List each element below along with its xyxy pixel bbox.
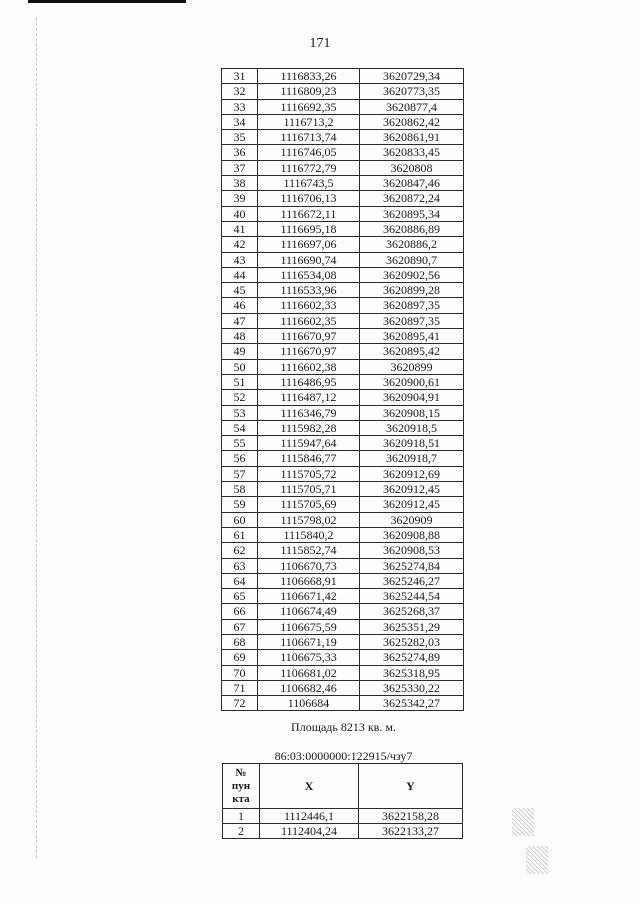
y-coordinate-cell: 3620886,89	[360, 221, 464, 236]
y-coordinate-cell: 3620861,91	[360, 130, 464, 145]
x-coordinate-cell: 1116602,38	[258, 359, 360, 374]
x-coordinate-cell: 1115705,72	[258, 466, 360, 481]
point-number-cell: 65	[222, 589, 258, 604]
y-coordinate-cell: 3620918,51	[360, 436, 464, 451]
point-number-cell: 34	[222, 114, 258, 129]
table-row	[222, 374, 464, 389]
point-number-cell: 32	[222, 84, 258, 99]
point-number-cell: 67	[222, 619, 258, 634]
y-coordinate-cell: 3620895,42	[360, 344, 464, 359]
point-number-cell: 40	[222, 206, 258, 221]
point-number-cell: 52	[222, 390, 258, 405]
scan-noise	[526, 846, 548, 874]
point-number-cell: 1	[223, 809, 260, 824]
point-number-cell: 63	[222, 558, 258, 573]
y-coordinate-cell: 3620918,7	[360, 451, 464, 466]
x-coordinate-cell: 1106670,73	[258, 558, 360, 573]
y-coordinate-cell: 3620886,2	[360, 237, 464, 252]
y-coordinate-cell: 3625274,89	[360, 650, 464, 665]
x-coordinate-cell: 1115705,71	[258, 482, 360, 497]
y-coordinate-cell: 3625318,95	[360, 665, 464, 680]
x-coordinate-cell: 1116833,26	[258, 69, 360, 84]
point-number-cell: 41	[222, 221, 258, 236]
y-coordinate-cell: 3620895,34	[360, 206, 464, 221]
y-coordinate-cell: 3620833,45	[360, 145, 464, 160]
x-coordinate-cell: 1112404,24	[260, 824, 359, 839]
point-number-cell: 45	[222, 283, 258, 298]
table-row	[222, 619, 464, 634]
x-coordinate-cell: 1116809,23	[258, 84, 360, 99]
x-coordinate-cell: 1106675,33	[258, 650, 360, 665]
table-row	[222, 527, 464, 542]
x-coordinate-cell: 1116695,18	[258, 221, 360, 236]
y-coordinate-cell: 3620808	[360, 160, 464, 175]
x-coordinate-cell: 1116743,5	[258, 176, 360, 191]
point-number-cell: 36	[222, 145, 258, 160]
y-coordinate-cell: 3620902,56	[360, 267, 464, 282]
table-row	[222, 482, 464, 497]
point-number-cell: 37	[222, 160, 258, 175]
point-number-cell: 33	[222, 99, 258, 114]
cadastral-number: 86:03:0000000:122915/чзу7	[274, 749, 413, 763]
y-coordinate-cell: 3625351,29	[360, 619, 464, 634]
y-coordinate-cell: 3620899,28	[360, 283, 464, 298]
point-number-cell: 54	[222, 420, 258, 435]
x-coordinate-cell: 1106675,59	[258, 619, 360, 634]
x-coordinate-cell: 1106674,49	[258, 604, 360, 619]
x-coordinate-cell: 1106682,46	[258, 680, 360, 695]
point-number-cell: 38	[222, 176, 258, 191]
point-number-cell: 51	[222, 374, 258, 389]
x-coordinate-cell: 1116672,11	[258, 206, 360, 221]
coordinates-table-2	[222, 763, 463, 839]
x-coordinate-cell: 1106671,42	[258, 589, 360, 604]
x-coordinate-cell: 1116534,08	[258, 267, 360, 282]
table-row	[222, 696, 464, 711]
y-coordinate-cell: 3620773,35	[360, 84, 464, 99]
x-coordinate-cell: 1116533,96	[258, 283, 360, 298]
table-row	[222, 390, 464, 405]
x-coordinate-cell: 1115846,77	[258, 451, 360, 466]
table-row	[222, 573, 464, 588]
point-number-cell: 31	[222, 69, 258, 84]
x-coordinate-cell: 1116670,97	[258, 344, 360, 359]
x-coordinate-cell: 1106681,02	[258, 665, 360, 680]
y-coordinate-cell: 3625246,27	[360, 573, 464, 588]
x-coordinate-cell: 1115982,28	[258, 420, 360, 435]
x-coordinate-cell: 1116486,95	[258, 374, 360, 389]
x-coordinate-cell: 1116713,74	[258, 130, 360, 145]
header-y: Y	[359, 764, 463, 809]
coordinates-table	[221, 68, 464, 711]
x-coordinate-cell: 1116713,2	[258, 114, 360, 129]
point-number-cell: 61	[222, 527, 258, 542]
table-row	[222, 543, 464, 558]
point-number-cell: 72	[222, 696, 258, 711]
y-coordinate-cell: 3625282,03	[360, 634, 464, 649]
x-coordinate-cell: 1106671,19	[258, 634, 360, 649]
point-number-cell: 57	[222, 466, 258, 481]
table-row	[222, 237, 464, 252]
table-row	[223, 824, 463, 839]
table-row	[222, 405, 464, 420]
table-row	[222, 359, 464, 374]
y-coordinate-cell: 3620895,41	[360, 329, 464, 344]
y-coordinate-cell: 3620847,46	[360, 176, 464, 191]
y-coordinate-cell: 3625330,22	[360, 680, 464, 695]
y-coordinate-cell: 3625342,27	[360, 696, 464, 711]
y-coordinate-cell: 3620904,91	[360, 390, 464, 405]
table-header-row	[223, 764, 463, 809]
table-row	[222, 329, 464, 344]
x-coordinate-cell: 1116602,33	[258, 298, 360, 313]
table-row	[222, 512, 464, 527]
table-row	[222, 589, 464, 604]
point-number-cell: 62	[222, 543, 258, 558]
table-row	[222, 650, 464, 665]
x-coordinate-cell: 1115798,02	[258, 512, 360, 527]
header-x: X	[260, 764, 359, 809]
x-coordinate-cell: 1116692,35	[258, 99, 360, 114]
table-row	[222, 466, 464, 481]
table-row	[222, 114, 464, 129]
point-number-cell: 48	[222, 329, 258, 344]
table-row	[222, 130, 464, 145]
y-coordinate-cell: 3622133,27	[359, 824, 463, 839]
scan-margin-line	[36, 18, 37, 858]
y-coordinate-cell: 3620897,35	[360, 298, 464, 313]
table-row	[222, 298, 464, 313]
y-coordinate-cell: 3620912,45	[360, 482, 464, 497]
table-row	[222, 99, 464, 114]
y-coordinate-cell: 3620908,15	[360, 405, 464, 420]
y-coordinate-cell: 3620900,61	[360, 374, 464, 389]
y-coordinate-cell: 3620897,35	[360, 313, 464, 328]
y-coordinate-cell: 3620908,53	[360, 543, 464, 558]
point-number-cell: 35	[222, 130, 258, 145]
table-row	[222, 283, 464, 298]
x-coordinate-cell: 1112446,1	[260, 809, 359, 824]
top-edge-bar	[28, 0, 186, 3]
table-row	[222, 313, 464, 328]
point-number-cell: 58	[222, 482, 258, 497]
header-point-number	[223, 764, 260, 809]
x-coordinate-cell: 1116670,97	[258, 329, 360, 344]
table-row	[222, 160, 464, 175]
point-number-cell: 64	[222, 573, 258, 588]
point-number-cell: 71	[222, 680, 258, 695]
point-number-cell: 68	[222, 634, 258, 649]
point-number-cell: 55	[222, 436, 258, 451]
point-number-cell: 69	[222, 650, 258, 665]
point-number-cell: 46	[222, 298, 258, 313]
y-coordinate-cell: 3620909	[360, 512, 464, 527]
table-row	[222, 604, 464, 619]
y-coordinate-cell: 3620729,34	[360, 69, 464, 84]
point-number-cell: 44	[222, 267, 258, 282]
x-coordinate-cell: 1116706,13	[258, 191, 360, 206]
point-number-cell: 39	[222, 191, 258, 206]
table-row	[223, 809, 463, 824]
table-row	[222, 176, 464, 191]
page-number: 171	[309, 36, 331, 51]
point-number-cell: 50	[222, 359, 258, 374]
table-row	[222, 84, 464, 99]
x-coordinate-cell: 1106668,91	[258, 573, 360, 588]
y-coordinate-cell: 3625244,54	[360, 589, 464, 604]
y-coordinate-cell: 3620877,4	[360, 99, 464, 114]
x-coordinate-cell: 1116772,79	[258, 160, 360, 175]
table-row	[222, 267, 464, 282]
table-row	[222, 451, 464, 466]
x-coordinate-cell: 1116487,12	[258, 390, 360, 405]
x-coordinate-cell: 1115947,64	[258, 436, 360, 451]
y-coordinate-cell: 3620912,69	[360, 466, 464, 481]
y-coordinate-cell: 3620912,45	[360, 497, 464, 512]
x-coordinate-cell: 1115840,2	[258, 527, 360, 542]
point-number-cell: 66	[222, 604, 258, 619]
table-row	[222, 634, 464, 649]
table-row	[222, 497, 464, 512]
point-number-cell: 59	[222, 497, 258, 512]
x-coordinate-cell: 1115852,74	[258, 543, 360, 558]
point-number-cell: 49	[222, 344, 258, 359]
table-row	[222, 191, 464, 206]
table-row	[222, 145, 464, 160]
y-coordinate-cell: 3620908,88	[360, 527, 464, 542]
scan-noise	[512, 808, 534, 836]
table-row	[222, 69, 464, 84]
header-point-number-text: № пун кта	[231, 766, 251, 805]
y-coordinate-cell: 3620872,24	[360, 191, 464, 206]
y-coordinate-cell: 3625268,37	[360, 604, 464, 619]
x-coordinate-cell: 1116697,06	[258, 237, 360, 252]
y-coordinate-cell: 3620890,7	[360, 252, 464, 267]
table-row	[222, 680, 464, 695]
point-number-cell: 47	[222, 313, 258, 328]
point-number-cell: 2	[223, 824, 260, 839]
point-number-cell: 56	[222, 451, 258, 466]
table-row	[222, 665, 464, 680]
point-number-cell: 53	[222, 405, 258, 420]
table-row	[222, 344, 464, 359]
table-row	[222, 420, 464, 435]
x-coordinate-cell: 1116602,35	[258, 313, 360, 328]
y-coordinate-cell: 3625274,84	[360, 558, 464, 573]
table-row	[222, 252, 464, 267]
point-number-cell: 43	[222, 252, 258, 267]
point-number-cell: 42	[222, 237, 258, 252]
y-coordinate-cell: 3620918,5	[360, 420, 464, 435]
table-row	[222, 206, 464, 221]
x-coordinate-cell: 1116690,74	[258, 252, 360, 267]
x-coordinate-cell: 1115705,69	[258, 497, 360, 512]
point-number-cell: 70	[222, 665, 258, 680]
y-coordinate-cell: 3620899	[360, 359, 464, 374]
area-label: Площадь 8213 кв. м.	[291, 720, 396, 734]
y-coordinate-cell: 3622158,28	[359, 809, 463, 824]
table-row	[222, 436, 464, 451]
y-coordinate-cell: 3620862,42	[360, 114, 464, 129]
table-row	[222, 558, 464, 573]
x-coordinate-cell: 1116746,05	[258, 145, 360, 160]
point-number-cell: 60	[222, 512, 258, 527]
x-coordinate-cell: 1116346,79	[258, 405, 360, 420]
table-row	[222, 221, 464, 236]
x-coordinate-cell: 1106684	[258, 696, 360, 711]
